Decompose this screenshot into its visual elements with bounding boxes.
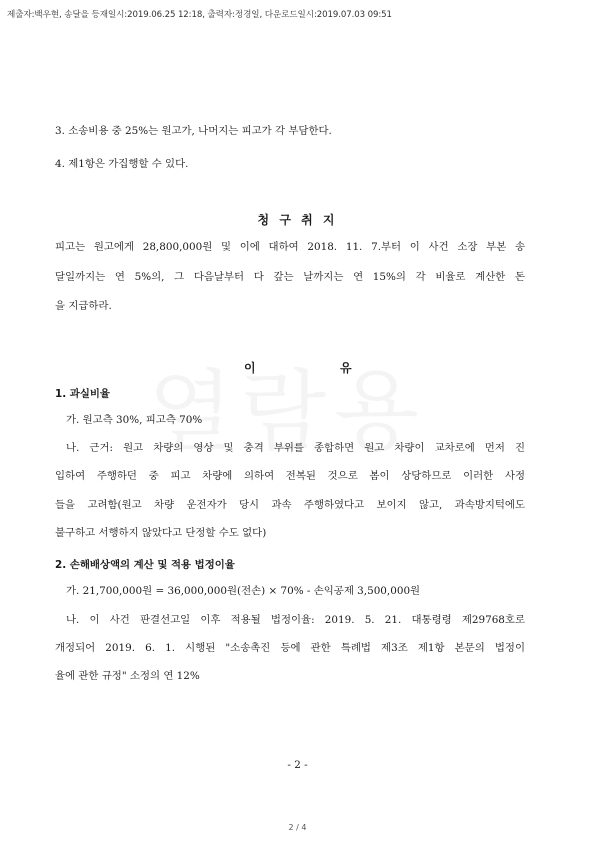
damages-line-3: 개정되어 2019. 6. 1. 시행된 "소송촉진 등에 관한 특례법 제3조 제1항 본문의 법정이 [55, 642, 525, 654]
document-meta-header: 제출자:백우현, 송달을 등재일시:2019.06.25 12:18, 출력자:정경일, 다운로드일시:2019.07.03 09:51 [7, 10, 392, 20]
page-footer: 2 / 4 [288, 823, 307, 832]
damages-line-4: 율에 관한 규정" 소정의 연 12% [55, 670, 200, 682]
judgment-item-3: 3. 소송비용 중 25%는 원고가, 나머지는 피고가 각 부담한다. [55, 125, 332, 137]
fault-ratio-line-4: 들을 고려함(원고 차량 운전자가 당시 과속 주행하였다고 보이지 않고, 과속방지턱에도 [55, 499, 525, 511]
judgment-item-4: 4. 제1항은 가집행할 수 있다. [55, 158, 189, 170]
fault-ratio-line-5: 불구하고 서행하지 않았다고 단정할 수도 없다) [55, 527, 267, 539]
claim-line-3: 을 지급하라. [55, 300, 112, 312]
fault-ratio-line-3: 입하여 주행하던 중 피고 차량에 의하여 전복된 것으로 봄이 상당하므로 이러한 사정 [55, 470, 525, 482]
page-number: - 2 - [287, 759, 308, 771]
reasons-heading-right: 유 [340, 361, 352, 375]
reasons-heading-left: 이 [244, 361, 256, 375]
damages-line-1: 가. 21,700,000원 = 36,000,000원(전손) × 70% - 손익공제 3,500,000원 [66, 585, 421, 597]
claim-line-1: 피고는 원고에게 28,800,000원 및 이에 대하여 2018. 11. 7.부터 이 사건 소장 부본 송 [55, 241, 525, 253]
section-title-fault-ratio: 1. 과실비율 [55, 388, 110, 400]
claim-line-2: 달일까지는 연 5%의, 그 다음날부터 다 갚는 날까지는 연 15%의 각 비율로 계산한 돈 [55, 271, 525, 283]
claim-heading: 청 구 취 지 [257, 213, 338, 227]
fault-ratio-line-2: 나. 근거: 원고 차량의 영상 및 충격 부위를 종합하면 원고 차량이 교차로에 먼저 진 [66, 442, 525, 454]
fault-ratio-line-1: 가. 원고측 30%, 피고측 70% [66, 414, 203, 426]
damages-line-2: 나. 이 사건 판결선고일 이후 적용될 법정이율: 2019. 5. 21. 대통령령 제29768호로 [66, 614, 525, 626]
section-title-damages: 2. 손해배상액의 계산 및 적용 법정이율 [55, 559, 235, 571]
